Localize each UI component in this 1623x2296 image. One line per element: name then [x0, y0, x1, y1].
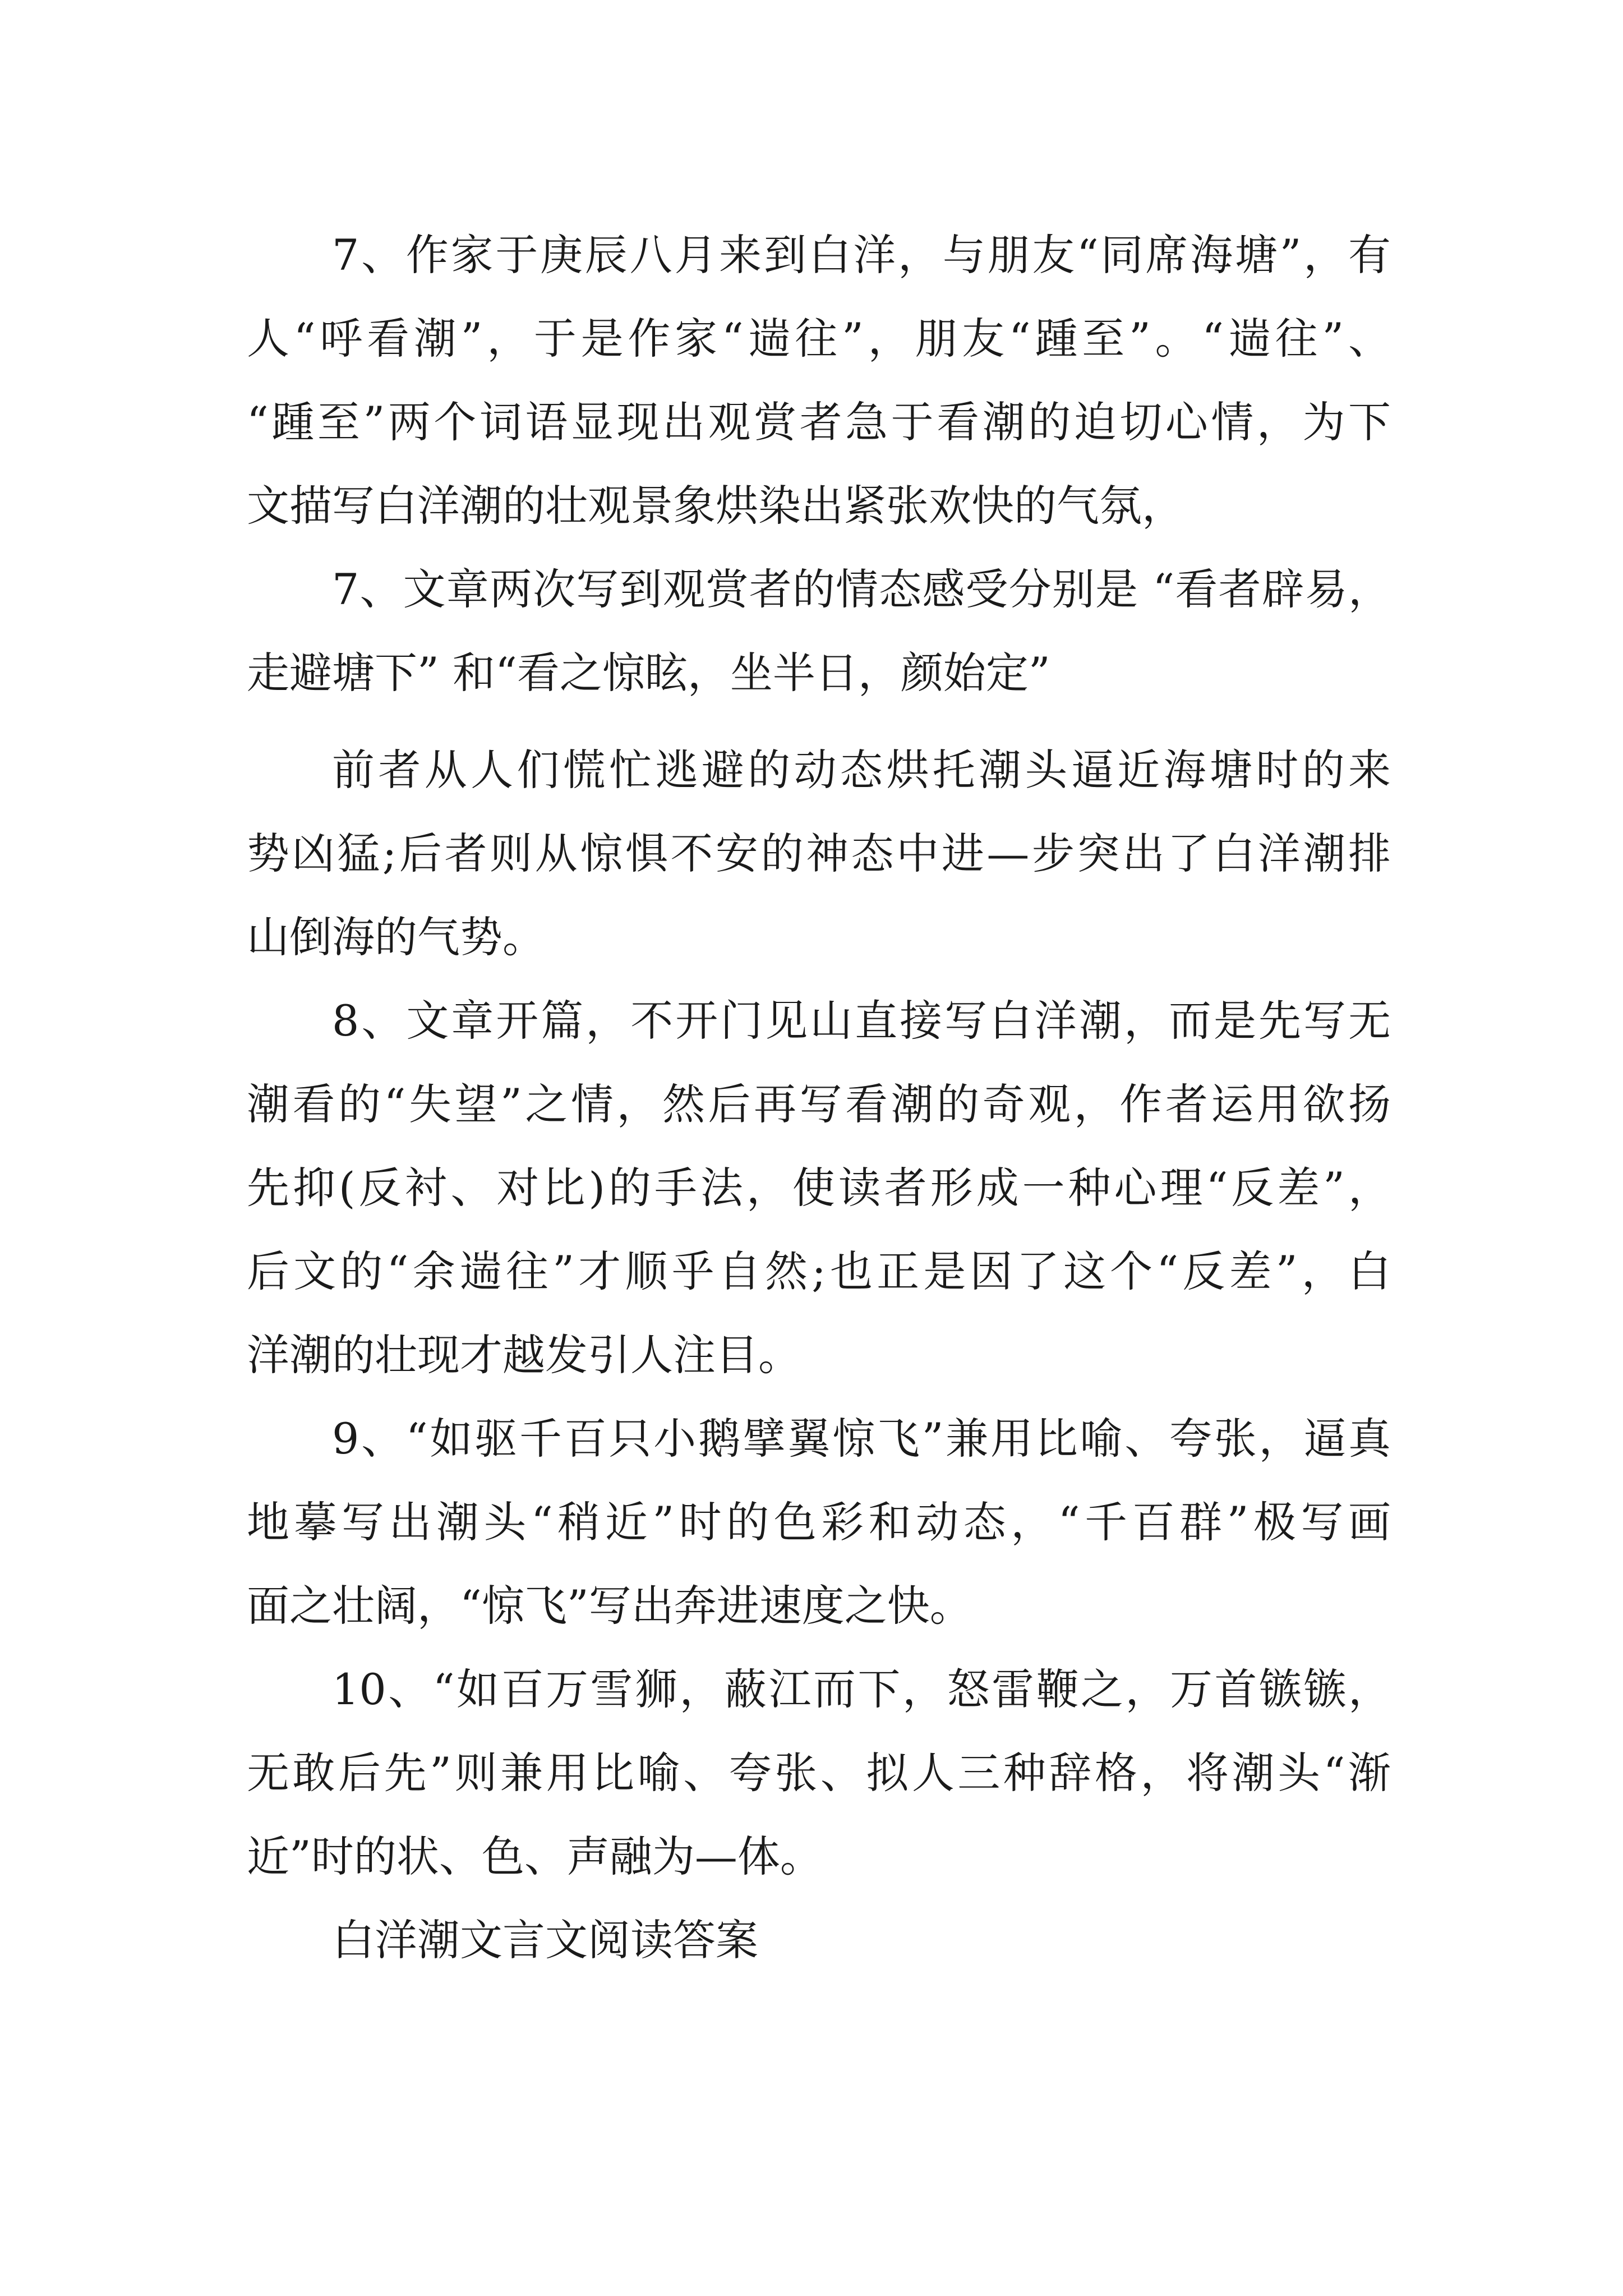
- paragraph-4: [247, 979, 1391, 1397]
- text-line: 山倒海的气势。: [247, 912, 545, 962]
- text-line: 洋潮的壮现才越发引人注目。: [247, 1330, 801, 1380]
- text-line: 先抑(反衬、对比)的手法，使读者形成一种心理“反差”，: [247, 1163, 1391, 1213]
- text-line: 7、作家于庚辰八月来到白洋，与朋友“同席海塘”，有: [332, 230, 1391, 280]
- text-line: “踵至”两个词语显现出观赏者急于看潮的迫切心情，为下: [247, 397, 1391, 447]
- text-line: 面之壮阔，“惊飞”写出奔进速度之快。: [247, 1581, 972, 1631]
- text-line: 势凶猛;后者则从惊惧不安的神态中进—步突出了白洋潮排: [247, 829, 1391, 878]
- text-line: 10、“如百万雪狮，蔽江而下，怒雷鞭之，万首镞镞，: [332, 1664, 1391, 1714]
- text-line: 地摹写出潮头“稍近”时的色彩和动态，“千百群”极写画: [247, 1497, 1391, 1547]
- text-line: 潮看的“失望”之情，然后再写看潮的奇观，作者运用欲扬: [247, 1079, 1391, 1129]
- text-line: 8、文章开篇，不开门见山直接写白洋潮，而是先写无: [332, 996, 1391, 1046]
- text-line: 前者从人们慌忙逃避的动态烘托潮头逼近海塘时的来: [332, 745, 1391, 795]
- text-line: 9、“如驱千百只小鹅擘翼惊飞”兼用比喻、夸张，逼真: [332, 1414, 1391, 1464]
- paragraph-gap: [247, 715, 1391, 728]
- paragraph-3: [247, 728, 1391, 979]
- text-line: 文描写白洋潮的壮观景象烘染出紧张欢快的气氛，: [247, 481, 1184, 531]
- text-line: 走避塘下” 和“看之惊眩，坐半日，颜始定”: [247, 648, 1050, 698]
- paragraph-6: [247, 1648, 1391, 1898]
- text-line: 近”时的状、色、声融为—体。: [247, 1832, 823, 1881]
- text-line: 无敢后先”则兼用比喻、夸张、拟人三种辞格，将潮头“渐: [247, 1748, 1391, 1798]
- paragraph-7: [247, 1898, 1391, 1982]
- document-body: [247, 213, 1391, 1982]
- text-line: 7、文章两次写到观赏者的情态感受分别是 “看者辟易，: [332, 564, 1391, 614]
- paragraph-5: [247, 1397, 1391, 1648]
- text-line: 人“呼看潮”，于是作家“遄往”，朋友“踵至”。“遄往”、: [247, 314, 1391, 364]
- text-line: 后文的“余遄往”才顺乎自然;也正是因了这个“反差”，白: [247, 1246, 1391, 1296]
- paragraph-1: [247, 213, 1391, 547]
- paragraph-2: [247, 547, 1391, 715]
- text-line: 白洋潮文言文阅读答案: [332, 1915, 758, 1965]
